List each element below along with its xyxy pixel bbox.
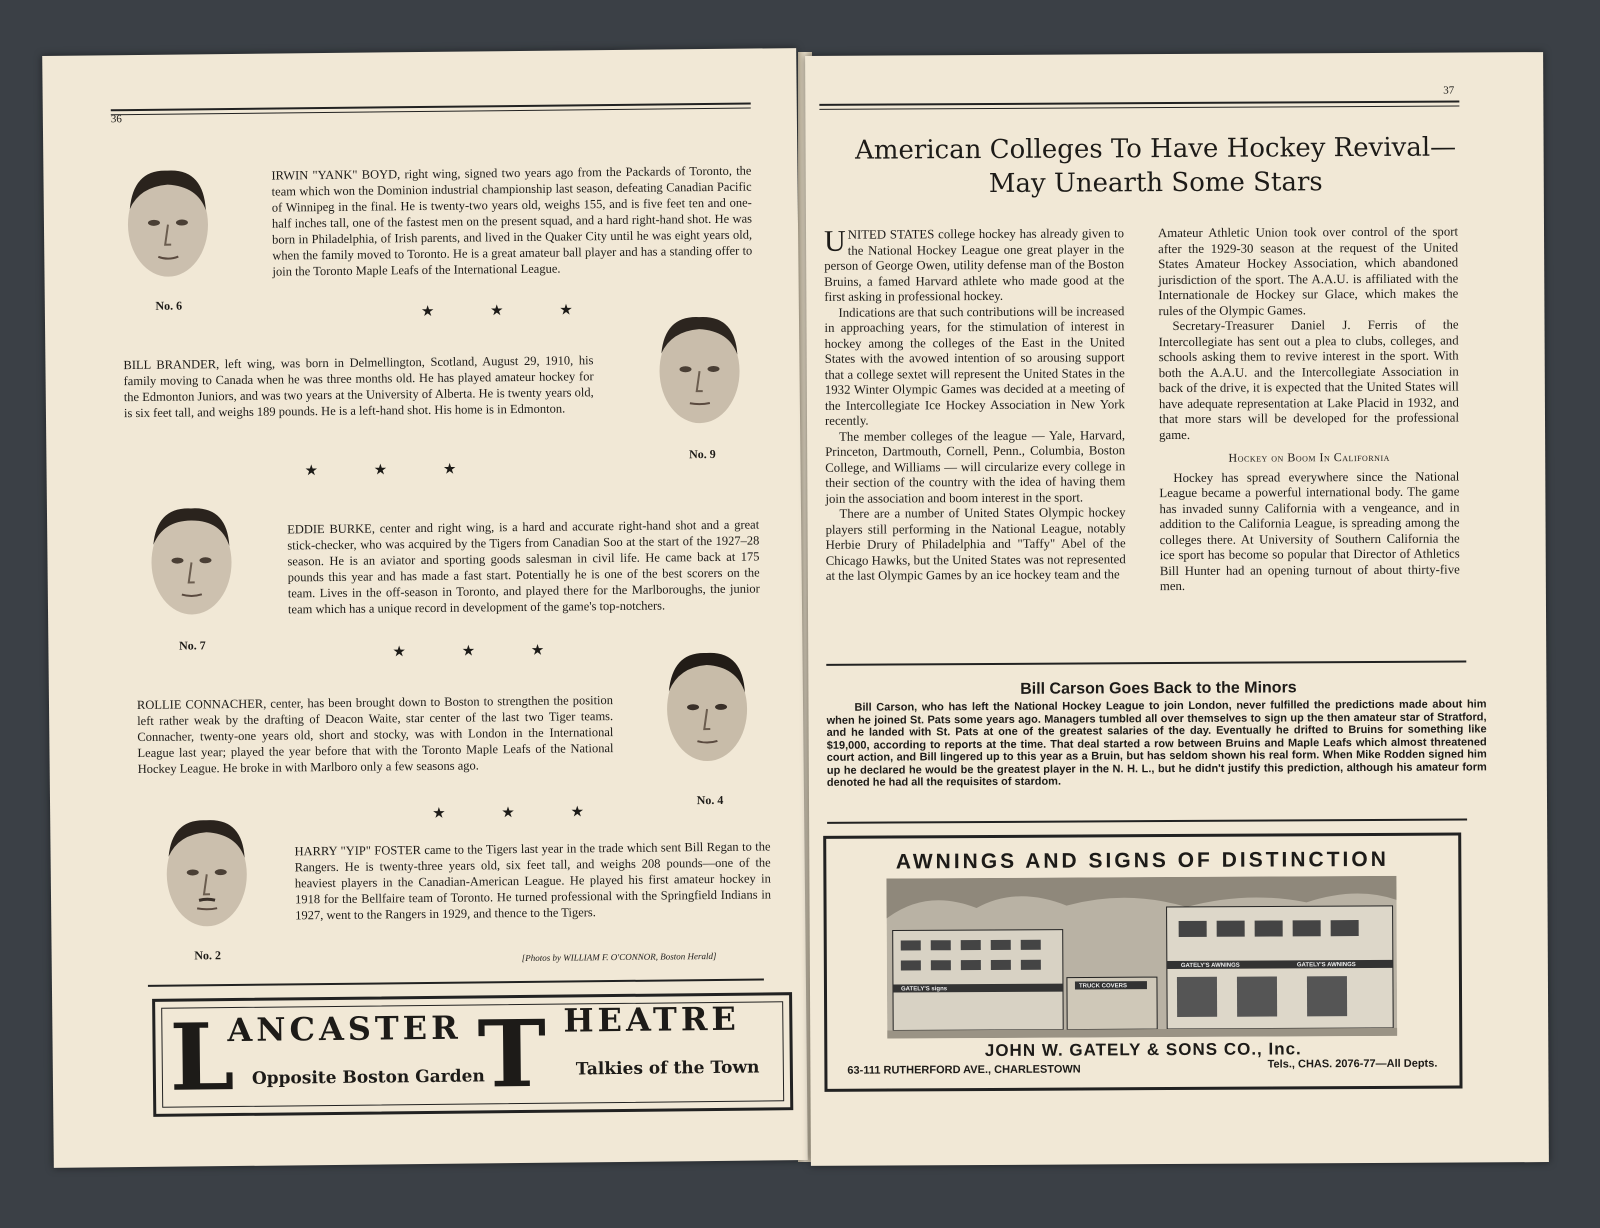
left-page xyxy=(42,48,808,1168)
portrait-photo xyxy=(119,160,216,281)
photo-caption: No. 9 xyxy=(688,446,716,462)
article-headline xyxy=(806,130,1506,202)
page-number: 37 xyxy=(1443,84,1455,97)
lancaster-theatre-ad xyxy=(152,992,793,1117)
player-name: HARRY "YIP" FOSTER xyxy=(294,843,421,859)
col1-paragraph: Indications are that such contributions will be increased in approaching years, for the stimulation of interest in hockey among the colleges of the East in the United States with the avowed intention of so arousing support that a college sextet will represent the United States in the 1932 Winter Olympic Games was decided at a meeting of the Intercollegiate Ice Hockey Association in New York recently. xyxy=(824,303,1125,428)
storefront-sign-signs: GATELY'S signs xyxy=(900,986,948,993)
player-bio-text: right wing, signed two years ago from the Packards of Toronto, the team which won the Dominion industrial championship last season, defeating Canadian Pacific of Winnipeg in the final. He is twenty-two years old, weighs 155, and is five feet ten and one-half inches tall, one of the fastest men on the present squad, and a hard right-hand shot. He was born in Philadelphia, of Irish parents, and lived in the Quaker City until he was eight years old, when the family moved to Toronto. He is a great amateur ball player and has a standing offer to join the Toronto Maple Leafs of the International League. xyxy=(271,163,753,279)
ad-tagline-right: Talkies of the Town xyxy=(575,1057,760,1080)
player-bio-text: came to the Tigers last year in the trade which sent Bill Regan to the Rangers. He is twenty-three years old, six feet tall, and weighs 208 pounds—one of the heaviest players in the Canadian-American League. He played his first amateur hockey in 1918 for the Bellfaire team of Toronto. He turned professional with the Springfield Indians in 1927, went to the Rangers in 1929, and thence to the Tigers. xyxy=(294,839,772,923)
player-bio xyxy=(271,163,752,280)
player-bio-text: center, has been brought down to Boston to strengthen the position left rather weak by the drafting of Deacon Waite, star center of the last two Tiger teams. Connacher, twenty-one years old, short and stocky, was with London in the International League last year; played the year before that with the Toronto Maple Leafs of the National Hockey League. He broke in with Marlboro only a few seasons ago. xyxy=(137,693,614,777)
drop-cap: U xyxy=(823,224,846,258)
storefront-sign-truck-covers: TRUCK COVERS xyxy=(1078,983,1128,990)
player-name: IRWIN "YANK" BOYD, xyxy=(271,167,401,183)
right-page xyxy=(805,52,1549,1166)
ad-tagline-left: Opposite Boston Garden xyxy=(251,1066,485,1089)
company-address: 63-111 RUTHERFORD AVE., CHARLESTOWN xyxy=(847,1063,1081,1077)
article-column-1 xyxy=(824,226,1126,584)
ad-headline: AWNINGS AND SIGNS OF DISTINCTION xyxy=(895,847,1389,874)
portrait-photo xyxy=(158,810,255,931)
portrait-photo xyxy=(143,498,240,619)
storefront-illustration xyxy=(886,876,1397,1039)
section-subhead: Hockey on Boom In California xyxy=(1228,449,1390,465)
photo-caption: No. 6 xyxy=(155,298,183,313)
player-bio xyxy=(287,516,760,617)
storefront-sign-awnings: GATELY'S AWNINGS xyxy=(1296,962,1356,969)
portrait-photo xyxy=(651,307,748,428)
headline-line-1: American Colleges To Have Hockey Revival— xyxy=(854,132,1457,166)
player-bio-text: center and right wing, is a hard and accurate right-hand shot and a great stick-checker, who was acquired by the Tigers from Canadian Soo at the start of the 1927–28 season. He is an aviator and sporting goods salesman in civil life. He came back at 175 pounds this year and has made a fast start. Potentially he is one of the best scorers on the team. Lives in the off-season in Toronto, and played there for the Marlboroughs, the junior team which has a unique record in development of the game's top-notchers. xyxy=(287,517,760,617)
player-name: ROLLIE CONNACHER, xyxy=(136,696,267,713)
carson-headline: Bill Carson Goes Back to the Minors xyxy=(1020,679,1297,698)
col1-paragraph: There are a number of United States Olympic hockey players still performing in the National League, notably Herbie Drury of Philadelphia and "Taffy" Abel of the Chicago Hawks, but the United States was not represented at the last Olympic Games by an ice hockey team and the xyxy=(825,505,1126,583)
col1-paragraph: NITED STATES college hockey has already given to the National Hockey League one great player in the person of George Owen, utility defense man of the Boston Bruins, a famed Harvard athlete who made good at the first asking in professional hockey. xyxy=(824,226,1125,304)
header-rule xyxy=(111,103,751,116)
ad-initial-l: L xyxy=(169,1003,235,1112)
player-bio xyxy=(137,692,614,777)
player-name: BILL BRANDER, xyxy=(123,357,220,373)
divider-rule xyxy=(148,978,764,986)
star-divider: ★ ★ ★ xyxy=(432,804,611,822)
ad-initial-t: T xyxy=(477,999,547,1109)
ad-word-ancaster: ANCASTER xyxy=(227,1008,462,1050)
gately-awnings-ad xyxy=(823,833,1462,1092)
article-column-2 xyxy=(1158,225,1460,595)
storefront-sign-awnings: GATELY'S AWNINGS xyxy=(1180,962,1240,969)
player-name: EDDIE BURKE, xyxy=(287,521,375,537)
company-name: JOHN W. GATELY & SONS CO., Inc. xyxy=(984,1039,1302,1061)
photo-caption: No. 2 xyxy=(194,948,222,963)
divider-rule xyxy=(827,818,1467,823)
player-bio-text: left wing, was born in Delmellington, Scotland, August 29, 1910, his family moving to Canada when he was three months old. He has played amateur hockey for the Edmonton Juniors, and was two years at the University of Alberta. He is twenty years old, is six feet tall, and weighs 189 pounds. He is a left-hand shot. His home is in Edmonton. xyxy=(123,353,594,421)
col1-paragraph: The member colleges of the league — Yale, Harvard, Princeton, Dartmouth, Cornell, Penn., Columbia, Boston College, and Williams — will circularize every college in their section of the country with the idea of having them join the association and boom interest in the sport. xyxy=(825,427,1126,506)
col2-paragraph: Secretary-Treasurer Daniel J. Ferris of the Intercollegiate has sent out a plea to clubs, colleges, and schools asking them to revive interest in the sport. With both the A.A.U. and the Intercollegiate Association in back of the drive, it is expected that the United States will have adequate representation at Lake Placid in 1932, and that more stars will be developed for the professional game. xyxy=(1158,317,1460,442)
headline-line-2: May Unearth Some Stars xyxy=(988,167,1323,199)
photo-caption: No. 7 xyxy=(178,638,206,653)
divider-rule xyxy=(826,660,1466,665)
photo-caption: No. 4 xyxy=(696,792,724,808)
ad-word-heatre: HEATRE xyxy=(563,999,741,1040)
star-divider: ★ ★ ★ xyxy=(420,302,599,321)
photo-credit: [Photos by WILLIAM F. O'CONNOR, Boston Herald] xyxy=(521,950,717,964)
portrait-photo xyxy=(658,645,755,766)
page-number: 36 xyxy=(110,113,122,126)
star-divider: ★ ★ ★ xyxy=(392,642,571,661)
col2-paragraph: Amateur Athletic Union took over control of the sport after the 1929-30 season at the request of the United States Amateur Hockey Association, which abandoned jurisdiction of the sport. The A.A.U. is affiliated with the Internationale de Hockey sur Glace, which makes the rules of the Olympic Games. xyxy=(1157,224,1459,318)
star-divider: ★ ★ ★ xyxy=(304,461,483,480)
col2-paragraph: Hockey has spread everywhere since the National League became a powerful international body. The game has invaded sunny California with a vengeance, and in addition to the California League, is spreading among the colleges there. At University of Southern California the ice sport has become so popular that Director of Athletics Bill Hunter had an opening turnout of about thirty-five men. xyxy=(1159,469,1460,594)
player-bio xyxy=(294,838,771,923)
company-phone: Tels., CHAS. 2076-77—All Depts. xyxy=(1267,1057,1438,1071)
player-bio xyxy=(123,352,594,421)
carson-article-text: Bill Carson, who has left the National Hockey League to join London, never fulfilled the predictions made about him when he joined St. Pats some years ago. Managers tumbled all over themselves to sign up the then amateur star of Stratford, and he landed with St. Pats at one of the greatest salaries of the day. Eventually he drifted to Bruins for something like $19,000, according to reports at the time. That deal started a row between Bruins and Maple Leafs which almost threatened court action, and Bill lingered up to this year as a Bruin, but has seldom shown his real form. When Mike Rodden signed him up he declared he would be the greatest player in the N. H. L., but he didn't justify this prediction, although his amateur form denoted he had all the requisites of stardom. xyxy=(826,698,1487,789)
header-rule xyxy=(819,101,1459,110)
